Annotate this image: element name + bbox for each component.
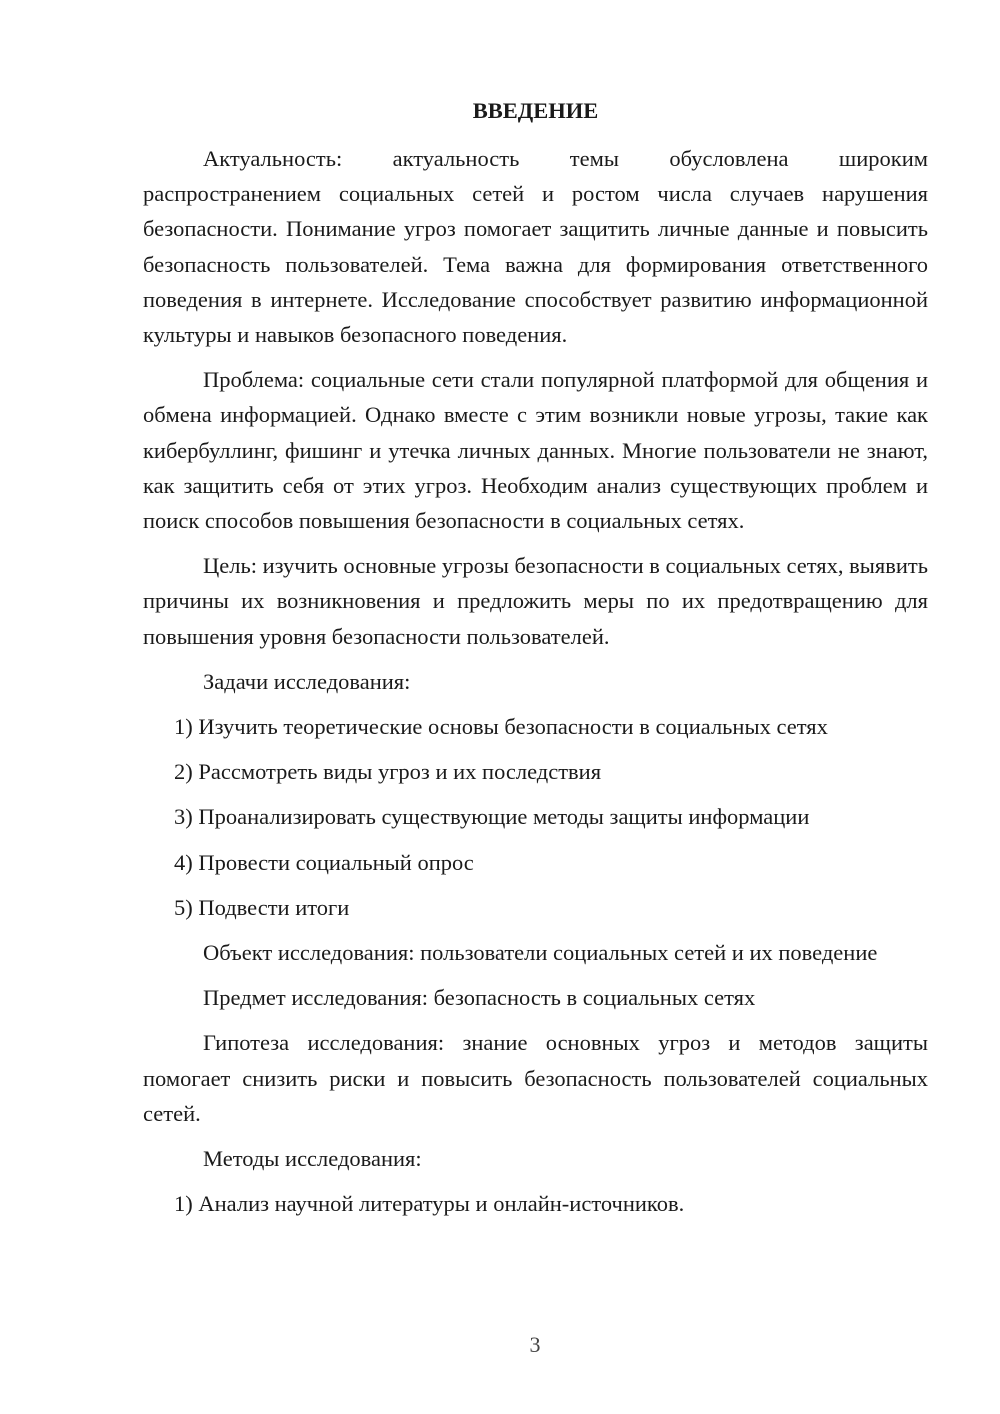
paragraph-problem: Проблема: социальные сети стали популярной платформой для общения и обмена информацией. Однако вместе с этим возникли новые угрозы, такие как кибербуллинг, фишинг и утечка личных данных. Многие пользователи не знают, как защитить себя от этих угроз. Необходим анализ существующих проблем и поиск способов повышения безопасности в социальных сетях. <box>143 367 928 534</box>
page-number: 3 <box>529 1332 541 1357</box>
section-title: ВВЕДЕНИЕ <box>472 98 599 123</box>
methods-heading: Методы исследования: <box>203 1146 422 1172</box>
tasks-heading: Задачи исследования: <box>203 668 411 694</box>
task-item: 5) Подвести итоги <box>174 894 350 920</box>
paragraph-subject: Предмет исследования: безопасность в социальных сетях <box>203 985 756 1011</box>
task-item: 1) Изучить теоретические основы безопасности в социальных сетях <box>174 714 828 740</box>
paragraph-object: Объект исследования: пользователи социальных сетей и их поведение <box>203 940 878 966</box>
task-item: 4) Провести социальный опрос <box>174 849 474 875</box>
paragraph-goal: Цель: изучить основные угрозы безопасности в социальных сетях, выявить причины их возникновения и предложить меры по их предотвращению для повышения уровня безопасности пользователей. <box>143 553 928 649</box>
page-content <box>143 93 928 1231</box>
methods-list <box>143 1186 928 1221</box>
paragraph-relevance: Актуальность: актуальность темы обусловлена широким распространением социальных сетей и ростом числа случаев нарушения безопасности. Понимание угроз помогает защитить личные данные и повысить безопасность пользователей. Тема важна для формирования ответственного поведения в интернете. Исследование способствует развитию информационной культуры и навыков безопасного поведения. <box>143 146 928 348</box>
paragraph-hypothesis: Гипотеза исследования: знание основных угроз и методов защиты помогает снизить риски и повысить безопасность пользователей социальных сетей. <box>143 1030 928 1126</box>
method-item: 1) Анализ научной литературы и онлайн-источников. <box>174 1191 685 1217</box>
task-item: 2) Рассмотреть виды угроз и их последствия <box>174 759 602 785</box>
tasks-list <box>143 709 928 925</box>
task-item: 3) Проанализировать существующие методы защиты информации <box>174 804 810 830</box>
